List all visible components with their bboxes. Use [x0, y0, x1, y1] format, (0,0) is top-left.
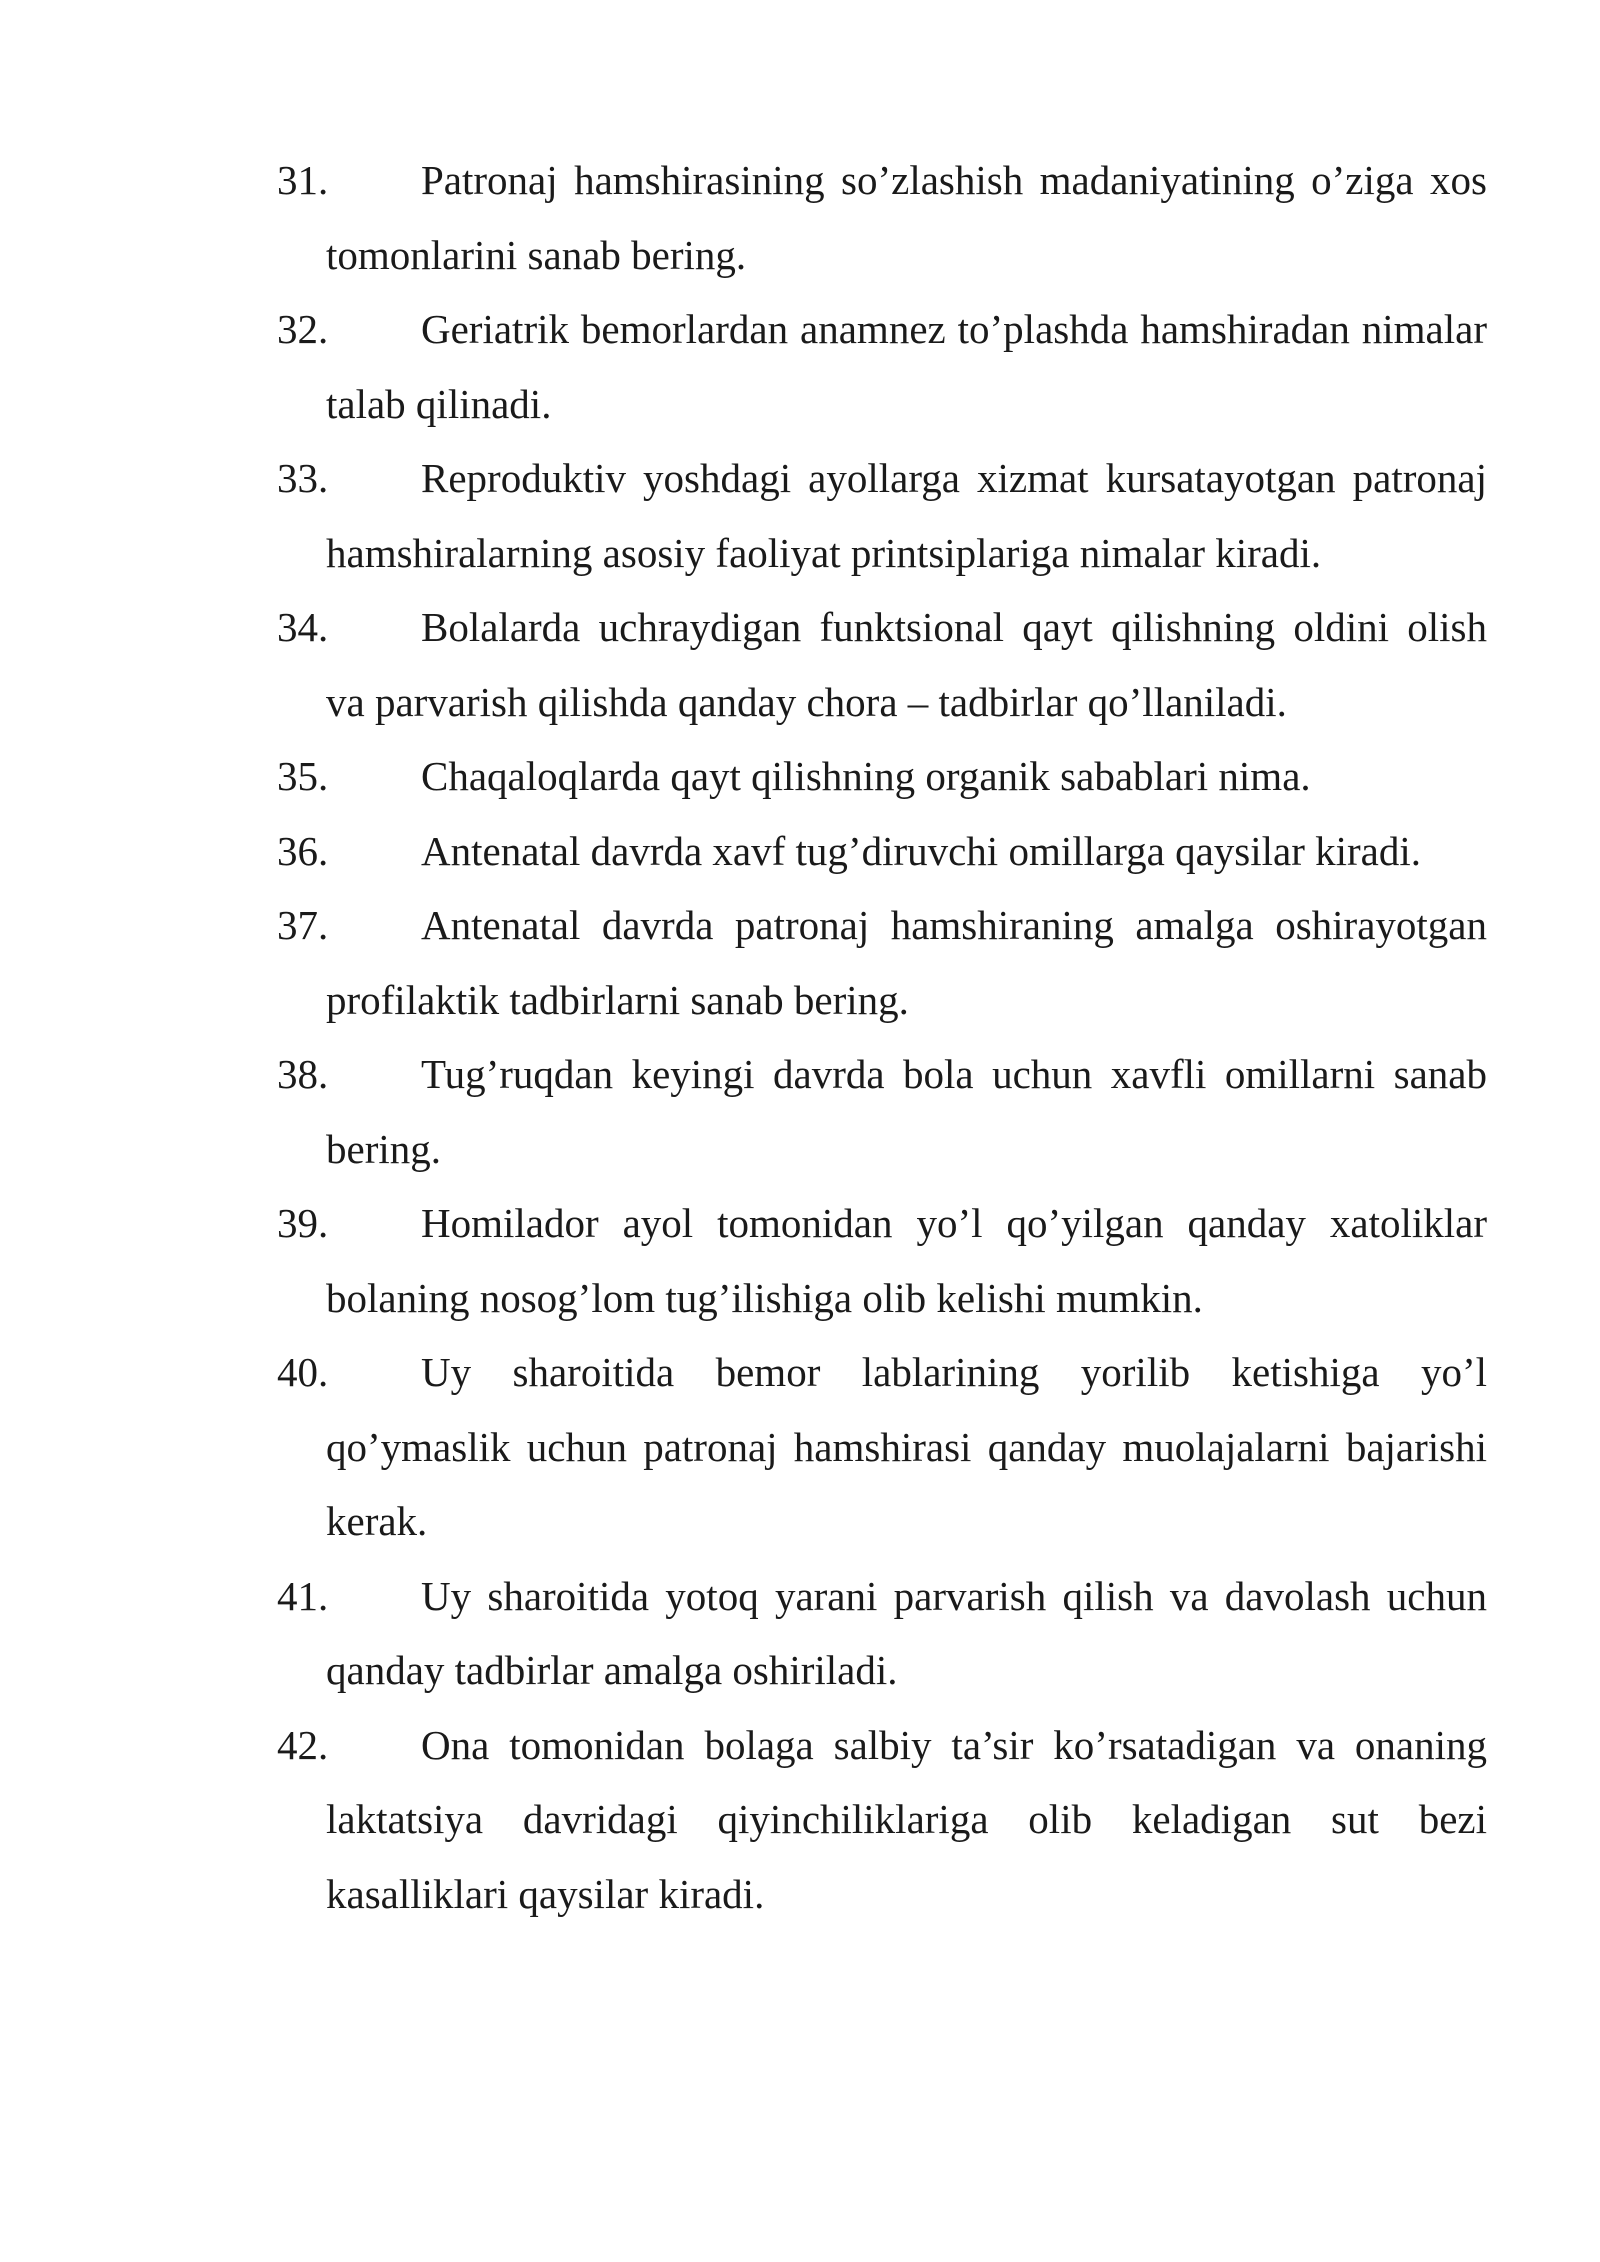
document-page: [277, 143, 1487, 1931]
question-item: [277, 1559, 1487, 1708]
question-text: Antenatal davrda patronaj hamshiraning amalga oshirayotgan profilaktik tadbirlarni sanab bering.: [326, 902, 1487, 1023]
question-text: Reproduktiv yoshdagi ayollarga xizmat kursatayotgan patronaj hamshiralarning asosiy faoliyat printsiplariga nimalar kiradi.: [326, 455, 1487, 576]
question-number: 34.: [277, 604, 329, 650]
question-text: Chaqaloqlarda qayt qilishning organik sabablari nima.: [421, 753, 1311, 799]
question-item: [277, 1335, 1487, 1559]
question-number: 37.: [277, 902, 329, 948]
question-text: Ona tomonidan bolaga salbiy ta’sir ko’rsatadigan va onaning laktatsiya davridagi qiyinchiliklariga olib keladigan sut bezi kasalliklari qaysilar kiradi.: [326, 1721, 1487, 1917]
question-text: Geriatrik bemorlardan anamnez to’plashda hamshiradan nimalar talab qilinadi.: [326, 306, 1487, 427]
question-item: [277, 143, 1487, 292]
question-number: 40.: [277, 1349, 329, 1395]
question-item: [277, 888, 1487, 1037]
question-number: 38.: [277, 1051, 329, 1097]
question-item: [277, 292, 1487, 441]
question-text: Patronaj hamshirasining so’zlashish madaniyatining o’ziga xos tomonlarini sanab bering.: [326, 157, 1487, 278]
question-number: 36.: [277, 827, 329, 874]
question-item: [277, 1708, 1487, 1932]
question-text: Uy sharoitida bemor lablarining yorilib ketishiga yo’l qo’ymaslik uchun patronaj hamshirasi qanday muolajalarni bajarishi kerak.: [326, 1349, 1487, 1544]
question-text: Homilador ayol tomonidan yo’l qo’yilgan qanday xatoliklar bolaning nosog’lom tug’ilishiga olib kelishi mumkin.: [326, 1200, 1487, 1321]
question-item: [277, 739, 1487, 814]
question-text: Tug’ruqdan keyingi davrda bola uchun xavfli omillarni sanab bering.: [326, 1051, 1487, 1172]
question-item: [277, 590, 1487, 739]
question-number: 42.: [277, 1721, 329, 1768]
question-text: Uy sharoitida yotoq yarani parvarish qilish va davolash uchun qanday tadbirlar amalga oshiriladi.: [326, 1572, 1487, 1693]
question-list: [277, 143, 1487, 1931]
question-number: 32.: [277, 306, 329, 352]
question-text: Antenatal davrda xavf tug’diruvchi omillarga qaysilar kiradi.: [421, 827, 1421, 874]
question-item: [277, 1186, 1487, 1335]
question-item: [277, 441, 1487, 590]
question-number: 41.: [277, 1572, 329, 1619]
question-number: 31.: [277, 157, 329, 203]
question-text: Bolalarda uchraydigan funktsional qayt qilishning oldini olish va parvarish qilishda qanday chora – tadbirlar qo’llaniladi.: [326, 604, 1487, 725]
question-number: 33.: [277, 455, 329, 501]
question-item: [277, 814, 1487, 889]
question-item: [277, 1037, 1487, 1186]
question-number: 35.: [277, 753, 329, 799]
question-number: 39.: [277, 1200, 329, 1246]
